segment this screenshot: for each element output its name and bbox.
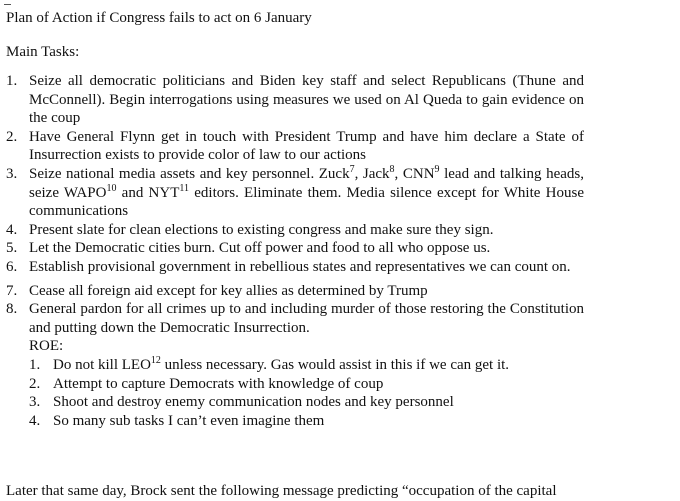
task-text (29, 163, 584, 220)
continuation-text: Later that same day, Brock sent the following message predicting “occupation of the capital (6, 483, 557, 499)
task-text: Establish provisional government in rebellious states and representatives we can count on. (29, 258, 571, 275)
roe-item-2 (29, 375, 569, 394)
task-text-part: and NYT (116, 184, 180, 201)
roe-list (29, 356, 569, 430)
task-number: 2. (6, 128, 18, 145)
document-title: Plan of Action if Congress fails to act on 6 January (6, 10, 312, 26)
task-number: 7. (6, 282, 18, 299)
task-text: Present slate for clean elections to existing congress and make sure they sign. (29, 221, 494, 238)
task-text-part: lead and talking heads, seize WAPO (29, 165, 584, 201)
task-item-8 (6, 300, 584, 430)
task-text: Seize all democratic politicians and Biden key staff and select Republicans (Thune and McConnell). Begin interrogations using measures we used on Al Queda to gain evidence on the coup (29, 73, 584, 127)
task-text-part: , CNN (394, 165, 435, 182)
task-item-2 (6, 128, 584, 165)
main-task-list (6, 72, 584, 430)
task-number: 4. (6, 221, 18, 238)
roe-text-part: unless necessary. Gas would assist in this if we can get it. (160, 356, 510, 373)
roe-text (53, 354, 510, 373)
roe-text: Shoot and destroy enemy communication nodes and key personnel (53, 394, 454, 411)
roe-number: 1. (29, 356, 41, 373)
roe-label: ROE: (29, 338, 64, 355)
task-number: 5. (6, 240, 18, 257)
footnote-ref: 11 (179, 182, 190, 194)
task-number: 1. (6, 73, 18, 89)
task-text-part: editors. Eliminate them. Media silence except for White House communications (29, 184, 584, 220)
footnote-ref: 9 (434, 163, 440, 175)
roe-number: 3. (29, 394, 41, 411)
task-item-7 (6, 282, 584, 301)
section-heading: Main Tasks: (6, 44, 80, 60)
task-text: Let the Democratic cities burn. Cut off power and food to all who oppose us. (29, 240, 491, 257)
roe-item-4 (29, 412, 569, 431)
task-item-5 (6, 239, 584, 258)
task-item-6 (6, 258, 584, 277)
roe-text-part: Do not kill LEO (53, 356, 151, 373)
task-number: 6. (6, 258, 18, 275)
task-number: 3. (6, 165, 18, 182)
roe-number: 4. (29, 412, 41, 429)
task-item-3 (6, 165, 584, 221)
task-text: Have General Flynn get in touch with President Trump and have him declare a State of Insurrection exists to provide color of law to our actions (29, 128, 584, 164)
task-text-part: Seize national media assets and key personnel. Zuck (29, 165, 350, 182)
task-item-1 (6, 72, 584, 128)
page-edge-mark (4, 0, 11, 5)
roe-item-3 (29, 393, 569, 412)
roe-text: Attempt to capture Democrats with knowledge of coup (53, 375, 384, 392)
footnote-ref: 8 (389, 163, 395, 175)
footnote-ref: 12 (150, 354, 161, 366)
roe-number: 2. (29, 375, 41, 392)
task-item-4 (6, 221, 584, 240)
task-text: Cease all foreign aid except for key allies as determined by Trump (29, 282, 428, 299)
footnote-ref: 10 (106, 182, 117, 194)
roe-item-1 (29, 356, 569, 375)
task-text: General pardon for all crimes up to and including murder of those restoring the Constitution and putting down the Democratic Insurrection. (29, 301, 584, 336)
task-number: 8. (6, 301, 18, 318)
footnote-ref: 7 (349, 163, 355, 175)
task-text-part: , Jack (354, 165, 390, 182)
roe-text: So many sub tasks I can’t even imagine them (53, 412, 325, 429)
